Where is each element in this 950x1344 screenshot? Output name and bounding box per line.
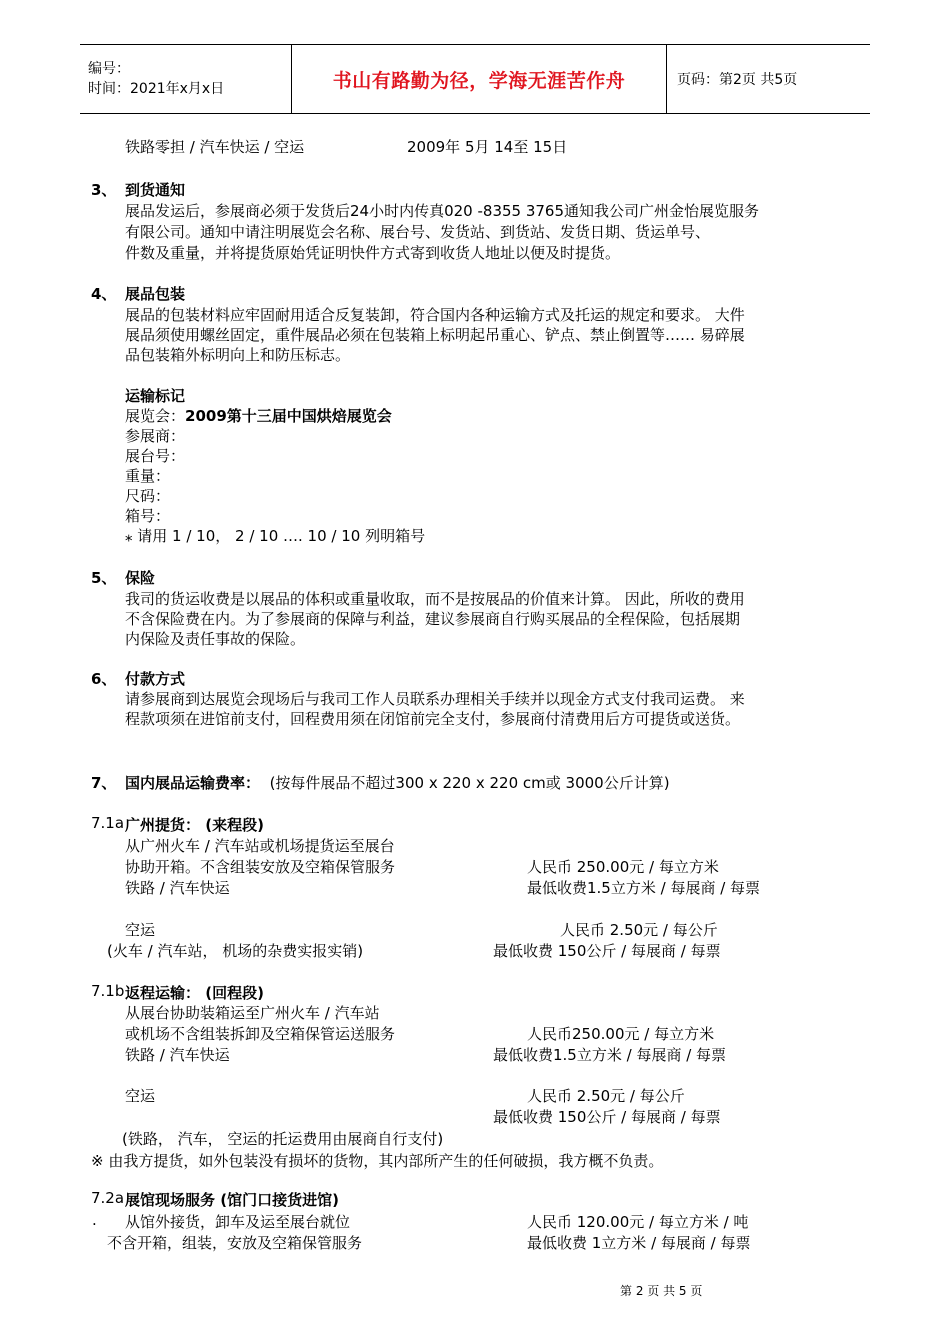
section5-line: 不含保险费在内。为了参展商的保障与利益，建议参展商自行购买展品的全程保险，包括展期: [125, 610, 741, 628]
section7-title: 国内展品运输费率：: [125, 774, 261, 792]
s71b-rate: 人民币250.00元 / 每立方米: [527, 1025, 715, 1043]
s71a-line: 从广州火车 / 汽车站或机场提货运至展台: [125, 837, 395, 855]
section7-note: (按每件展品不超过300 x 220 x 220 cm或 3000公斤计算): [269, 774, 670, 792]
section3-number: 3、: [91, 181, 117, 199]
section6-line: 程款项须在进馆前支付，回程费用须在闭馆前完全支付，参展商付清费用后方可提货或送货。: [125, 710, 741, 728]
section5-line: 我司的货运收费是以展品的体积或重量收取，而不是按展品的价值来计算。 因此，所收的费用: [125, 590, 745, 608]
s71b-minimum: 最低收费 150公斤 / 每展商 / 每票: [493, 1108, 721, 1126]
section4-line: 展品的包装材料应牢固耐用适合反复装卸，符合国内各种运输方式及托运的规定和要求。 大件: [125, 306, 745, 324]
s72a-number: 7.2a: [91, 1189, 125, 1207]
time-label: 时间：2021年x月x日: [88, 81, 225, 97]
s72a-title: 展馆现场服务 (馆门口接货进馆): [125, 1191, 339, 1209]
number-label: 编号：: [88, 61, 130, 77]
marks-field-weight: 重量：: [125, 467, 171, 485]
s71b-title: 返程运输： (回程段): [125, 984, 264, 1002]
motto: 书山有路勤为径，学海无涯苦作舟: [332, 69, 626, 92]
s71a-rate: 人民币 2.50元 / 每公斤: [560, 921, 718, 939]
s71b-line: 或机场不含组装拆卸及空箱保管运送服务: [125, 1025, 396, 1043]
marks-field-booth: 展台号：: [125, 447, 186, 465]
section3-line: 件数及重量，并将提货原始凭证明快件方式寄到收货人地址以便及时提货。: [125, 244, 621, 262]
page-footer: 第 2 页 共 5 页: [620, 1284, 703, 1298]
marks-exhibition: [125, 405, 392, 426]
section5-line: 内保险及责任事故的保险。: [125, 630, 306, 648]
s71a-line: (火车 / 汽车站， 机场的杂费实报实销): [107, 942, 364, 960]
section5-title: 保险: [125, 569, 156, 587]
s71a-rate: 人民币 250.00元 / 每立方米: [527, 858, 719, 876]
section7-heading: [125, 772, 670, 793]
transport-modes: 铁路零担 / 汽车快运 / 空运: [125, 138, 305, 156]
s72a-minimum: 最低收费 1立方米 / 每展商 / 每票: [527, 1234, 751, 1252]
s71b-line: 从展台协助装箱运至广州火车 / 汽车站: [125, 1004, 380, 1022]
section6-title: 付款方式: [125, 670, 186, 688]
section4-line: 品包装箱外标明向上和防压标志。: [125, 346, 351, 364]
s72a-line: 从馆外接货，卸车及运至展台就位: [125, 1213, 351, 1231]
s71a-minimum: 最低收费1.5立方米 / 每展商 / 每票: [527, 879, 761, 897]
s71a-line: 空运: [125, 921, 156, 939]
exhibition-dates: 2009年 5月 14至 15日: [407, 138, 568, 156]
s71a-line: 铁路 / 汽车快运: [125, 879, 230, 897]
section3-line: 展品发运后，参展商必须于发货后24小时内传真020 -8355 3765通知我公司广州金怡展览服务: [125, 202, 760, 220]
section4-title: 展品包装: [125, 285, 186, 303]
section6-line: 请参展商到达展览会现场后与我司工作人员联系办理相关手续并以现金方式支付我司运费。 来: [125, 690, 745, 708]
section4-number: 4、: [91, 285, 117, 303]
section5-number: 5、: [91, 569, 117, 587]
s71b-minimum: 最低收费1.5立方米 / 每展商 / 每票: [493, 1046, 727, 1064]
s71b-line: 空运: [125, 1087, 156, 1105]
section4-line: 展品须使用螺丝固定，重件展品必须在包装箱上标明起吊重心、铲点、禁止倒置等…… 易碎展: [125, 326, 745, 344]
marks-field-size: 尺码：: [125, 487, 171, 505]
marks-note: ⁎ 请用 1 / 10， 2 / 10 …. 10 / 10 列明箱号: [125, 527, 426, 545]
s71b-note: (铁路， 汽车， 空运的托运费用由展商自行支付): [122, 1130, 444, 1148]
page-header: [80, 44, 870, 114]
marks-field-case: 箱号：: [125, 507, 171, 525]
s71b-rate: 人民币 2.50元 / 每公斤: [527, 1087, 685, 1105]
s71a-title: 广州提货： (来程段): [125, 816, 264, 834]
s71a-line: 协助开箱。不含组装安放及空箱保管服务: [125, 858, 396, 876]
section6-number: 6、: [91, 670, 117, 688]
marks-exhibition-label: 展览会：: [125, 407, 186, 425]
marks-exhibition-value: 2009第十三届中国烘焙展览会: [185, 407, 392, 425]
section3-title: 到货通知: [125, 181, 186, 199]
s72a-line: 不含开箱，组装，安放及空箱保管服务: [107, 1234, 363, 1252]
section3-line: 有限公司。通知中请注明展览会名称、展台号、发货站、到货站、发货日期、货运单号、: [125, 223, 711, 241]
s72a-bullet: .: [92, 1211, 97, 1229]
s71b-line: 铁路 / 汽车快运: [125, 1046, 230, 1064]
s71a-number: 7.1a: [91, 814, 125, 832]
s71a-minimum: 最低收费 150公斤 / 每展商 / 每票: [493, 942, 721, 960]
header-page-info: 页码：第2页 共5页: [667, 45, 871, 114]
section7-number: 7、: [91, 774, 117, 792]
s71b-disclaimer: ※ 由我方提货，如外包装没有损坏的货物，其内部所产生的任何破损，我方概不负责。: [91, 1152, 664, 1170]
header-meta: [80, 45, 292, 114]
marks-field-exhibitor: 参展商：: [125, 427, 186, 445]
marks-title: 运输标记: [125, 387, 186, 405]
header-motto-cell: [292, 45, 667, 114]
s71b-number: 7.1b: [91, 982, 125, 1000]
s72a-rate: 人民币 120.00元 / 每立方米 / 吨: [527, 1213, 749, 1231]
